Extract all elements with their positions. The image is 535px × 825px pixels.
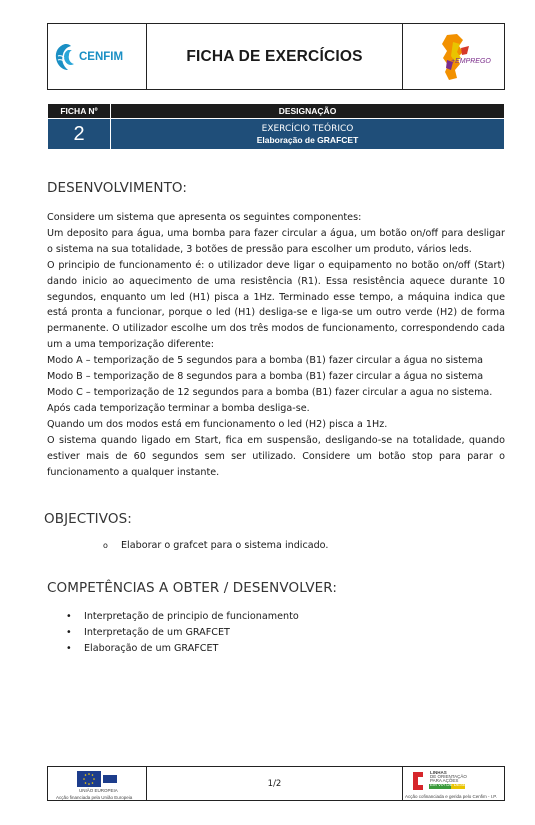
- paragraph: Quando um dos modos está em funcionamento o led (H2) pisca a 1Hz.: [47, 418, 388, 430]
- paragraph: O principio de funcionamento é: o utilizador deve ligar o equipamento no botão on/off (Start) dando inicio ao aquecimento de uma resistência (R1). Essa resistência aquece durante 10 segundos, enquanto um led (H1) pisca a 1Hz. Terminado esse tempo, a máquina indica que está pronta a funcionar, porque o led (H1) desliga-se e liga-se um outro verde (H2) de forma permanente. O utilizador escolhe um dos três modos de funcionamento, correspondendo cada um a uma temporização diferente:: [47, 259, 505, 351]
- desenvolvimento-heading: DESENVOLVIMENTO:: [47, 180, 188, 196]
- paragraph: Modo A – temporização de 5 segundos para a bomba (B1) fazer circular a água no sistema: [47, 355, 484, 367]
- portugal-map-icon: [433, 32, 475, 82]
- list-item: [66, 641, 299, 657]
- objectivos-heading: OBJECTIVOS:: [44, 511, 132, 527]
- cofinance-org-line2: DE ORIENTAÇÃO: [430, 774, 467, 779]
- paragraph: Modo B – temporização de 8 segundos para a bomba (B1) fazer circular a água no sistema: [47, 371, 484, 383]
- designation-cell: [111, 119, 505, 150]
- cenfim-logo-text: CENFIM: [79, 50, 124, 63]
- ficha-number: 2: [48, 119, 111, 150]
- paragraph: Um deposito para água, uma bomba para fazer circular a água, um botão on/off para desligar o sistema na sua totalidade, 3 botões de pressão para escolher um produto, vários leds.: [47, 227, 505, 255]
- list-item: [66, 609, 299, 625]
- ficha-number-header: FICHA Nº: [48, 104, 111, 119]
- bullet-icon: •: [66, 626, 72, 638]
- cenfim-emblem-icon: [54, 42, 76, 72]
- eu-caption: Acção financiada pela União Europeia: [56, 795, 133, 800]
- list-item-text: Interpretação de principio de funcionamento: [84, 611, 299, 622]
- cofinance-caption: Acção cofinanciada e gerida pelo Cenfim - I.P.: [405, 794, 497, 799]
- cofinance-org-line3: PARA AÇÕES: [430, 778, 459, 783]
- paragraph: Modo C – temporização de 12 segundos para a bomba (B1) fazer circular a agua no sistema.: [47, 386, 493, 398]
- mais-emprego-text: +EMPREGO: [451, 58, 491, 65]
- paragraph: O sistema quando ligado em Start, fica em suspensão, desligando-se na totalidade, quando estiver mais de 60 segundos sem ser utilizado. Considere um botão stop para parar o funcionamento a qualquer instante.: [47, 434, 505, 478]
- circle-bullet-icon: o: [103, 541, 108, 550]
- eu-org-text: UNIÃO EUROPEIA: [79, 788, 118, 793]
- paragraph: Considere um sistema que apresenta os seguintes componentes:: [47, 212, 362, 223]
- cofinance-org-line1: LINHAS: [430, 770, 447, 775]
- ficha-table: [47, 103, 505, 150]
- designation-subject: Elaboração de GRAFCET: [256, 134, 359, 145]
- cofinance-org-line4: EM VIA DE DESENV.: [430, 782, 474, 787]
- bullet-icon: •: [66, 642, 72, 654]
- cofinance-logo: [403, 767, 504, 800]
- list-item: [66, 625, 299, 641]
- desenvolvimento-body: [47, 210, 505, 480]
- designation-type: EXERCÍCIO TEÓRICO: [261, 123, 354, 134]
- document-header: [47, 23, 505, 90]
- competencias-list: [66, 609, 299, 657]
- eu-flag-icon: [77, 771, 117, 788]
- list-item-text: Elaboração de um GRAFCET: [84, 642, 219, 654]
- list-item-text: Elaborar o grafcet para o sistema indicado.: [121, 540, 329, 551]
- objectivos-list: [103, 538, 329, 554]
- eu-funding-logo: [48, 767, 147, 800]
- page-title: FICHA DE EXERCÍCIOS: [147, 24, 403, 89]
- list-item: [103, 538, 329, 554]
- bullet-icon: •: [66, 611, 72, 622]
- list-item-text: Interpretação de um GRAFCET: [84, 626, 230, 638]
- cofinance-emblem-icon: [411, 771, 425, 791]
- competencias-heading: COMPETÊNCIAS A OBTER / DESENVOLVER:: [47, 580, 338, 596]
- mais-emprego-logo: [403, 24, 504, 89]
- paragraph: Após cada temporização terminar a bomba desliga-se.: [47, 402, 310, 414]
- document-footer: [47, 766, 505, 801]
- page-number: 1/2: [147, 767, 403, 800]
- cenfim-logo: [48, 24, 147, 89]
- designation-header: DESIGNAÇÃO: [111, 104, 505, 119]
